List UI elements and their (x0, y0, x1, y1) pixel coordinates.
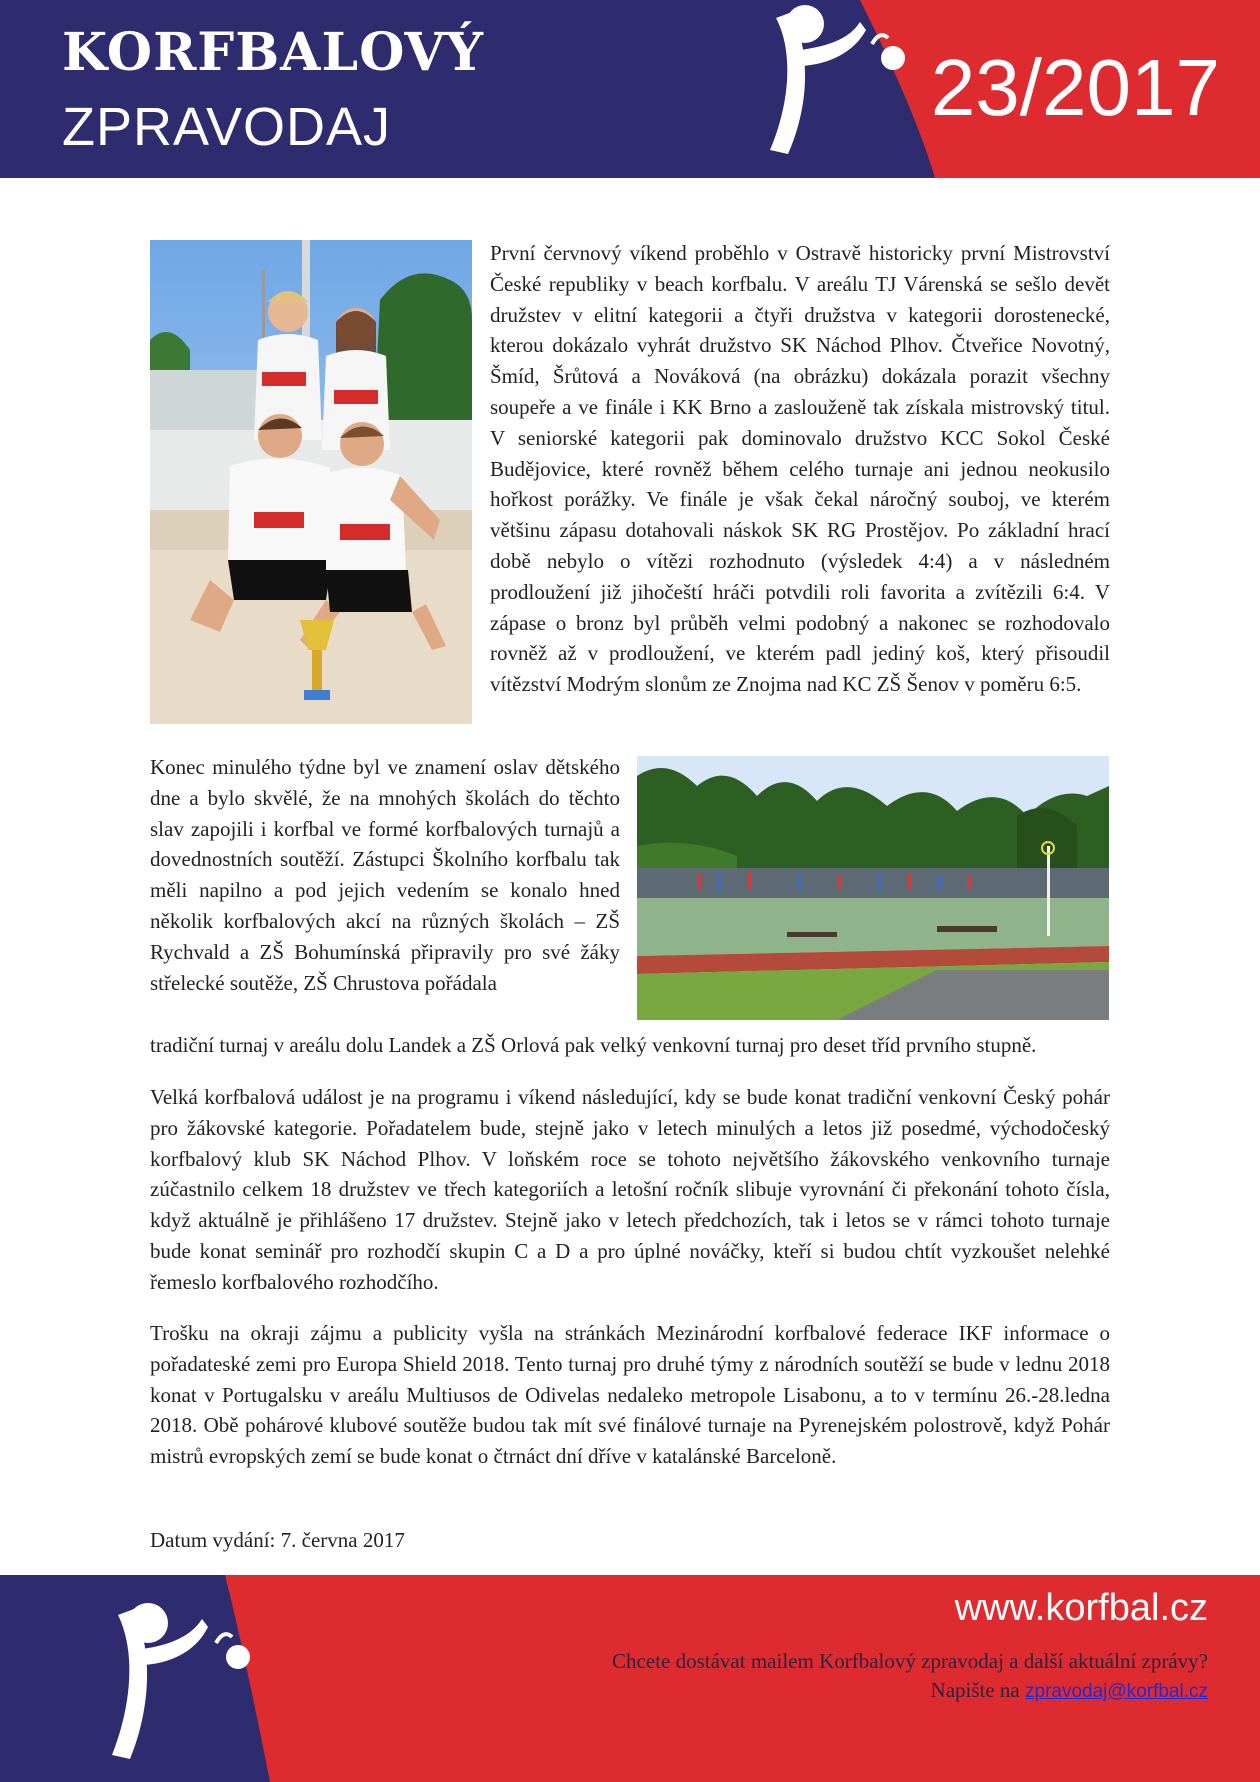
publication-date: Datum vydání: 7. června 2017 (150, 1528, 405, 1552)
issue-number: 23/2017 (930, 43, 1220, 132)
newsletter-title-line1: KORFBALOVÝ (62, 22, 484, 83)
article-paragraph-beach-championship: První červnový víkend proběhlo v Ostravě historicky první Mistrovství České republiky v beach korfbalu. V areálu TJ Várenská se sešlo devět družstev v elitní kategorii a čtyři družstva v kategorii dorostenecké, kterou dokázalo vyhrát družstvo SK Náchod Plhov. Čtveřice Novotný, Šmíd, Šrůtová a Nováková (na obrázku) dokázala porazit všechny soupeře a ve finále i KK Brno a zaslouženě tak získala mistrovský titul. V seniorské kategorii pak dominovalo družstvo KCC Sokol České Budějovice, které rovněž během celého turnaje ani jednou neokusilo hořkost porážky. Ve finále je však čekal náročný souboj, ve kterém většinu zápasu dotahovali náskok SK RG Prostějov. Po základní hrací době nebylo o vítězi rozhodnuto (výsledek 4:4) a v následném prodloužení již jihočeští hráči potvdili roli favorita a zvítězili 6:4. V zápase o bronz byl průběh velmi podobný a nakonec se rozhodovalo rovněž až v prodloužení, ve kterém padl jediný koš, který přisoudil vítězství Modrým slonům ze Znojma nad KC ZŠ Šenov v poměru 6:5. (490, 241, 1110, 697)
footer-banner (0, 1575, 1260, 1782)
childrens-day-event-photo (637, 756, 1109, 1020)
subscription-prefix: Napište na (930, 1678, 1020, 1702)
beach-team-photo (150, 240, 472, 724)
article-paragraph-europa-shield: Trošku na okraji zájmu a publicity vyšla na stránkách Mezinárodní korfbalové federace IKF informace o pořadateské zemi pro Europa Shield 2018. Tento turnaj pro druhé týmy z národních soutěží se bude v lednu 2018 konat v Portugalsku v areálu Multiusos de Odivelas nedaleko metropole Lisabonu, a to v termínu 26.-28.ledna 2018. Obě pohárové klubové soutěže budou tak mít své finálové turnaje na Pyrenejském polostrově, když Pohár mistrů evropských zemí se bude konat o čtrnáct dní dříve v katalánské Barceloně. (150, 1321, 1110, 1469)
header-banner (0, 0, 1260, 178)
newsletter-title-line2: ZPRAVODAJ (62, 97, 392, 157)
article-paragraph-childrens-day-end: tradiční turnaj v areálu dolu Landek a ZŠ Orlová pak velký venkovní turnaj pro deset tříd prvního stupně. (150, 1033, 1037, 1057)
subscription-question: Chcete dostávat mailem Korfbalový zpravodaj a další aktuální zprávy? (612, 1649, 1208, 1673)
website-link[interactable]: www.korfbal.cz (954, 1587, 1208, 1629)
article-paragraph-childrens-day: Konec minulého týdne byl ve znamení oslav dětského dne a bylo skvělé, že na mnohých školách do těchto slav zapojili i korfbal ve formé korfbalových turnajů a dovednostních soutěží. Zástupci Školního korfbalu tak měli napilno a pod jejich vedením se konalo hned několik korfbalových akcí na různých školách – ZŠ Rychvald a ZŠ Bohumínská připravily pro své žáky střelecké soutěže, ZŠ Chrustova pořádala (150, 755, 620, 995)
article-paragraph-czech-cup: Velká korfbalová událost je na programu i víkend následující, kdy se bude konat tradiční venkovní Český pohár pro žákovské kategorie. Pořadatelem bude, stejně jako v letech minulých a letos již posedmé, východočeský korfbalový klub SK Náchod Plhov. V loňském roce se tohoto největšího žákovského venkovního turnaje zúčastnilo celkem 18 družstev ve třech kategoriích a letošní ročník slibuje vyrovnání či překonání tohoto čísla, když aktuálně je přihlášeno 17 družstev. Stejně jako v letech předchozích, tak i letos se v rámci tohoto turnaje bude konat seminář pro rozhodčí skupin C a D a pro úplné nováčky, kteří si budou chtít vyzkoušet nelehké řemeslo korfbalového rozhodčího. (150, 1085, 1110, 1294)
subscription-note (448, 1647, 1208, 1706)
email-link[interactable]: zpravodaj@korfbal.cz (1025, 1681, 1208, 1702)
